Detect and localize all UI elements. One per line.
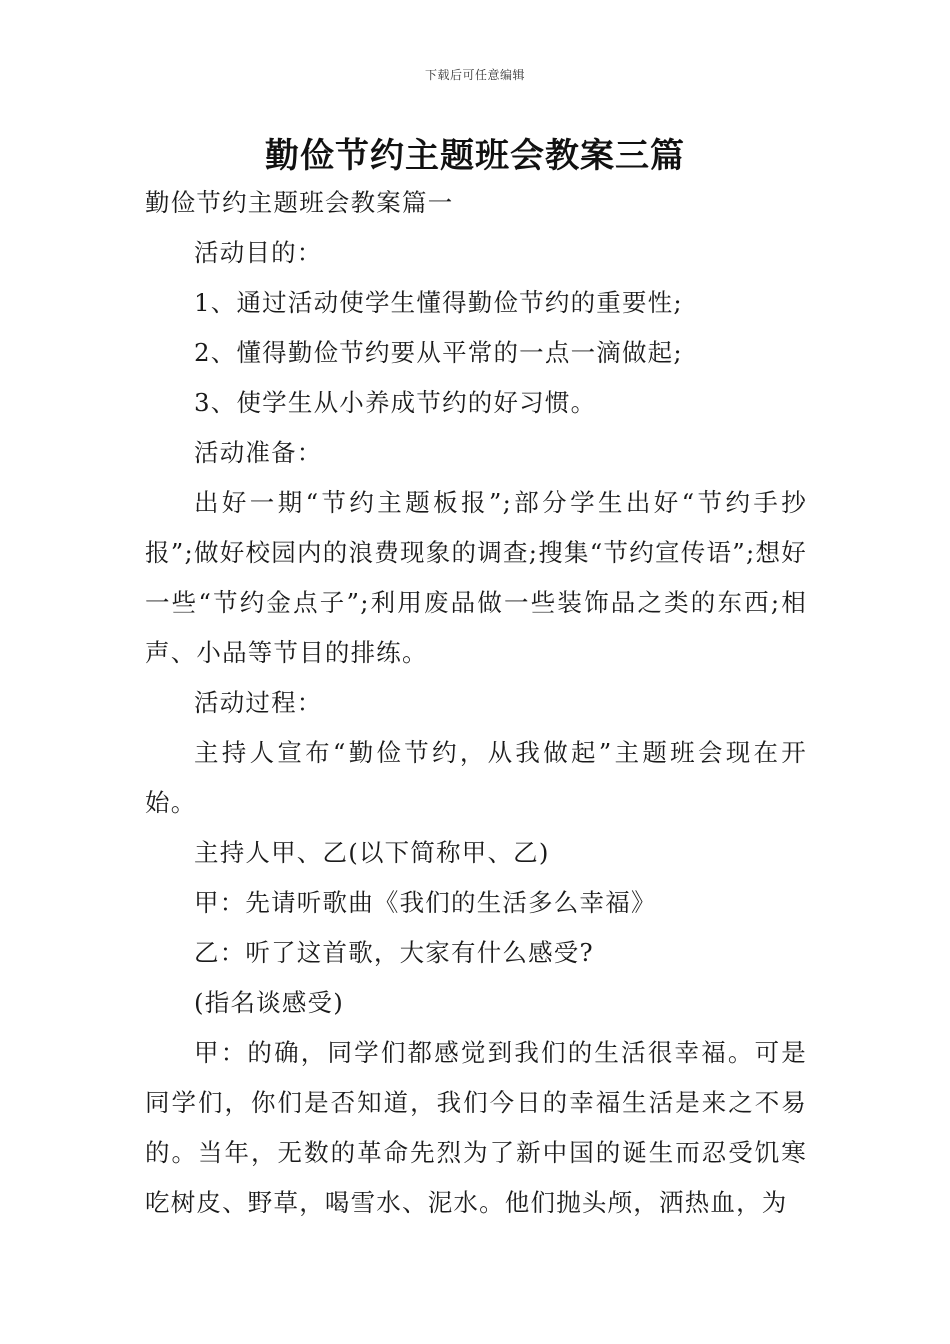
paragraph: 甲：先请听歌曲《我们的生活多么幸福》 (194, 888, 657, 917)
paragraph: 3、使学生从小养成节约的好习惯。 (194, 388, 597, 417)
paragraph: 活动准备： (194, 438, 323, 467)
paragraph: 活动过程： (194, 688, 323, 717)
paragraph: 主持人宣布“勤俭节约，从我做起”主题班会现在开始。 (145, 738, 807, 817)
section-heading: 勤俭节约主题班会教案篇一 (145, 188, 454, 217)
paragraph: 活动目的： (194, 238, 323, 267)
paragraph: 1、通过活动使学生懂得勤俭节约的重要性; (194, 288, 683, 317)
paragraph: 甲：的确，同学们都感觉到我们的生活很幸福。可是同学们，你们是否知道，我们今日的幸福生活是来之不易的。当年，无数的革命先烈为了新中国的诞生而忍受饥寒吃树皮、野草，喝雪水、泥水。他们抛头颅，洒热血，为 (145, 1038, 807, 1217)
document-body (145, 178, 807, 1228)
header-note: 下载后可任意编辑 (424, 68, 525, 82)
paragraph: 出好一期“节约主题板报”;部分学生出好“节约手抄报”;做好校园内的浪费现象的调查;搜集“节约宣传语”;想好一些“节约金点子”;利用废品做一些装饰品之类的东西;相声、小品等节目的排练。 (145, 488, 807, 667)
paragraph: 主持人甲、乙(以下简称甲、乙) (194, 838, 550, 867)
paragraph: 2、懂得勤俭节约要从平常的一点一滴做起; (194, 338, 683, 367)
paragraph: (指名谈感受) (194, 988, 345, 1017)
paragraph: 乙：听了这首歌，大家有什么感受? (194, 938, 594, 967)
document-title: 勤俭节约主题班会教案三篇 (265, 136, 685, 176)
